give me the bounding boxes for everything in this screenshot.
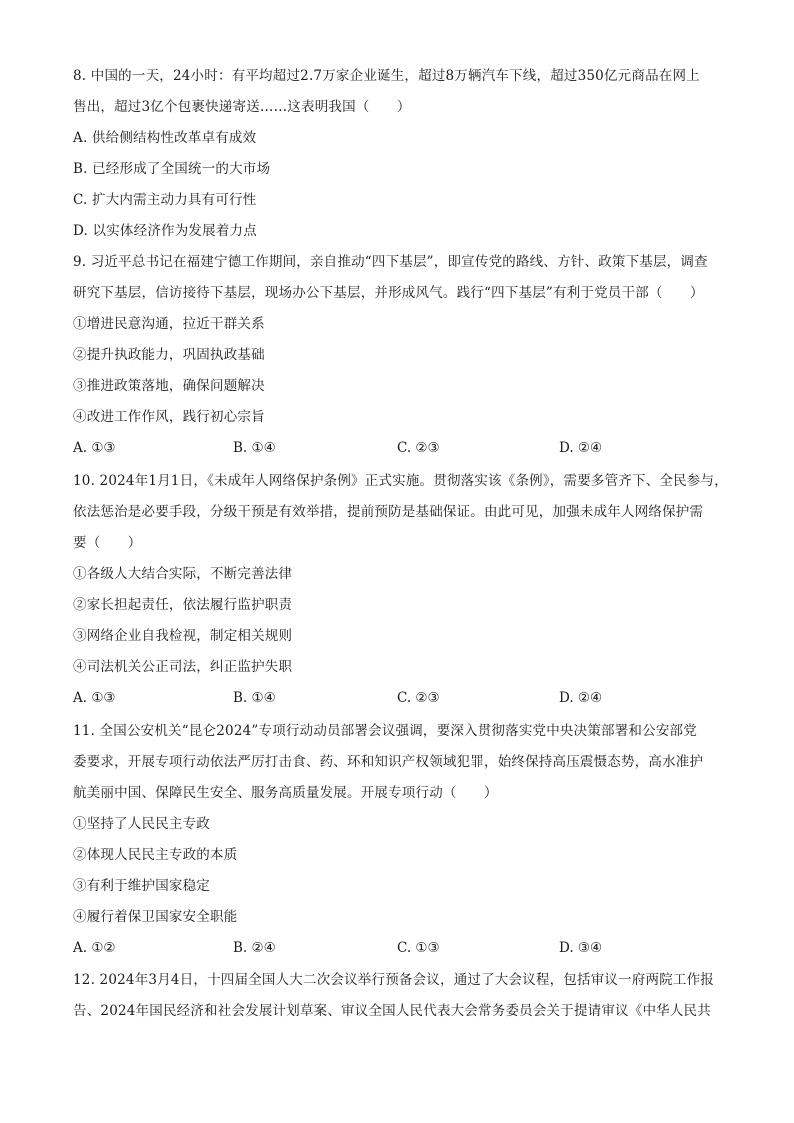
q9-stem-line-1: 9. 习近平总书记在福建宁德工作期间，亲自推动“四下基层”，即宣传党的路线、方针、政策下基层，调查 xyxy=(73,254,708,270)
q9-item-3: ③推进政策落地，确保问题解决 xyxy=(73,378,265,394)
q10-item-3: ③网络企业自我检视，制定相关规则 xyxy=(73,628,293,644)
q11-option-a[interactable]: A. ①② xyxy=(73,940,116,956)
q11-option-c[interactable]: C. ①③ xyxy=(397,940,440,956)
q10-option-c[interactable]: C. ②③ xyxy=(397,690,440,706)
q11-item-4: ④履行着保卫国家安全职能 xyxy=(73,909,238,925)
q8-choice-c[interactable]: C. 扩大内需主动力具有可行性 xyxy=(73,192,257,208)
q10-item-4: ④司法机关公正司法，纠正监护失职 xyxy=(73,659,293,675)
q11-stem-line-1: 11. 全国公安机关“昆仑2024”专项行动动员部署会议强调，要深入贯彻落实党中央决策部署和公安部党 xyxy=(73,723,697,739)
q9-options xyxy=(73,438,733,458)
q9-item-2: ②提升执政能力，巩固执政基础 xyxy=(73,347,265,363)
q12-stem-line-1: 12. 2024年3月4日，十四届全国人大二次会议举行预备会议，通过了大会议程，包括审议一府两院工作报 xyxy=(73,972,714,988)
q10-stem-line-3: 要（ ） xyxy=(73,535,142,551)
q11-item-3: ③有利于维护国家稳定 xyxy=(73,878,210,894)
q8-choice-a[interactable]: A. 供给侧结构性改革卓有成效 xyxy=(73,130,257,146)
q9-item-1: ①增进民意沟通，拉近干群关系 xyxy=(73,316,265,332)
q10-item-1: ①各级人大结合实际，不断完善法律 xyxy=(73,566,293,582)
q11-stem-line-2: 委要求，开展专项行动依法严厉打击食、药、环和知识产权领域犯罪，始终保持高压震慑态势，高水准护 xyxy=(73,754,704,770)
q10-option-b[interactable]: B. ①④ xyxy=(233,690,276,706)
q11-stem-line-3: 航美丽中国、保障民生安全、服务高质量发展。开展专项行动（ ） xyxy=(73,785,498,801)
q11-item-2: ②体现人民民主专政的本质 xyxy=(73,847,238,863)
q8-stem-line-2: 售出，超过3亿个包裹快递寄送……这表明我国（ ） xyxy=(73,99,411,115)
q11-item-1: ①坚持了人民民主专政 xyxy=(73,816,210,832)
q9-item-4: ④改进工作作风，践行初心宗旨 xyxy=(73,409,265,425)
q10-option-a[interactable]: A. ①③ xyxy=(73,690,116,706)
q9-option-d[interactable]: D. ②④ xyxy=(559,440,603,456)
q9-stem-line-2: 研究下基层，信访接待下基层，现场办公下基层，并形成风气。践行“四下基层”有利于党员干部（ ） xyxy=(73,285,704,301)
q8-stem-line-1: 8. 中国的一天，24小时：有平均超过2.7万家企业诞生，超过8万辆汽车下线，超过350亿元商品在网上 xyxy=(73,68,700,84)
q8-choice-d[interactable]: D. 以实体经济作为发展着力点 xyxy=(73,223,257,239)
q9-option-b[interactable]: B. ①④ xyxy=(233,440,276,456)
q10-options xyxy=(73,688,733,708)
q10-stem-line-2: 依法惩治是必要手段，分级干预是有效举措，提前预防是基础保证。由此可见，加强未成年人网络保护需 xyxy=(73,504,704,520)
q8-choice-b[interactable]: B. 已经形成了全国统一的大市场 xyxy=(73,161,271,177)
q10-stem-line-1: 10. 2024年1月1日，《未成年人网络保护条例》正式实施。贯彻落实该《条例》，需要多管齐下、全民参与， xyxy=(73,473,728,489)
q11-option-b[interactable]: B. ②④ xyxy=(233,940,276,956)
q11-option-d[interactable]: D. ③④ xyxy=(559,940,603,956)
q10-item-2: ②家长担起责任，依法履行监护职责 xyxy=(73,597,293,613)
q9-option-c[interactable]: C. ②③ xyxy=(397,440,440,456)
q11-options xyxy=(73,938,733,958)
q12-stem-line-2: 告、2024年国民经济和社会发展计划草案、审议全国人民代表大会常务委员会关于提请审议《中华人民共 xyxy=(73,1003,711,1019)
q9-option-a[interactable]: A. ①③ xyxy=(73,440,116,456)
q10-option-d[interactable]: D. ②④ xyxy=(559,690,603,706)
